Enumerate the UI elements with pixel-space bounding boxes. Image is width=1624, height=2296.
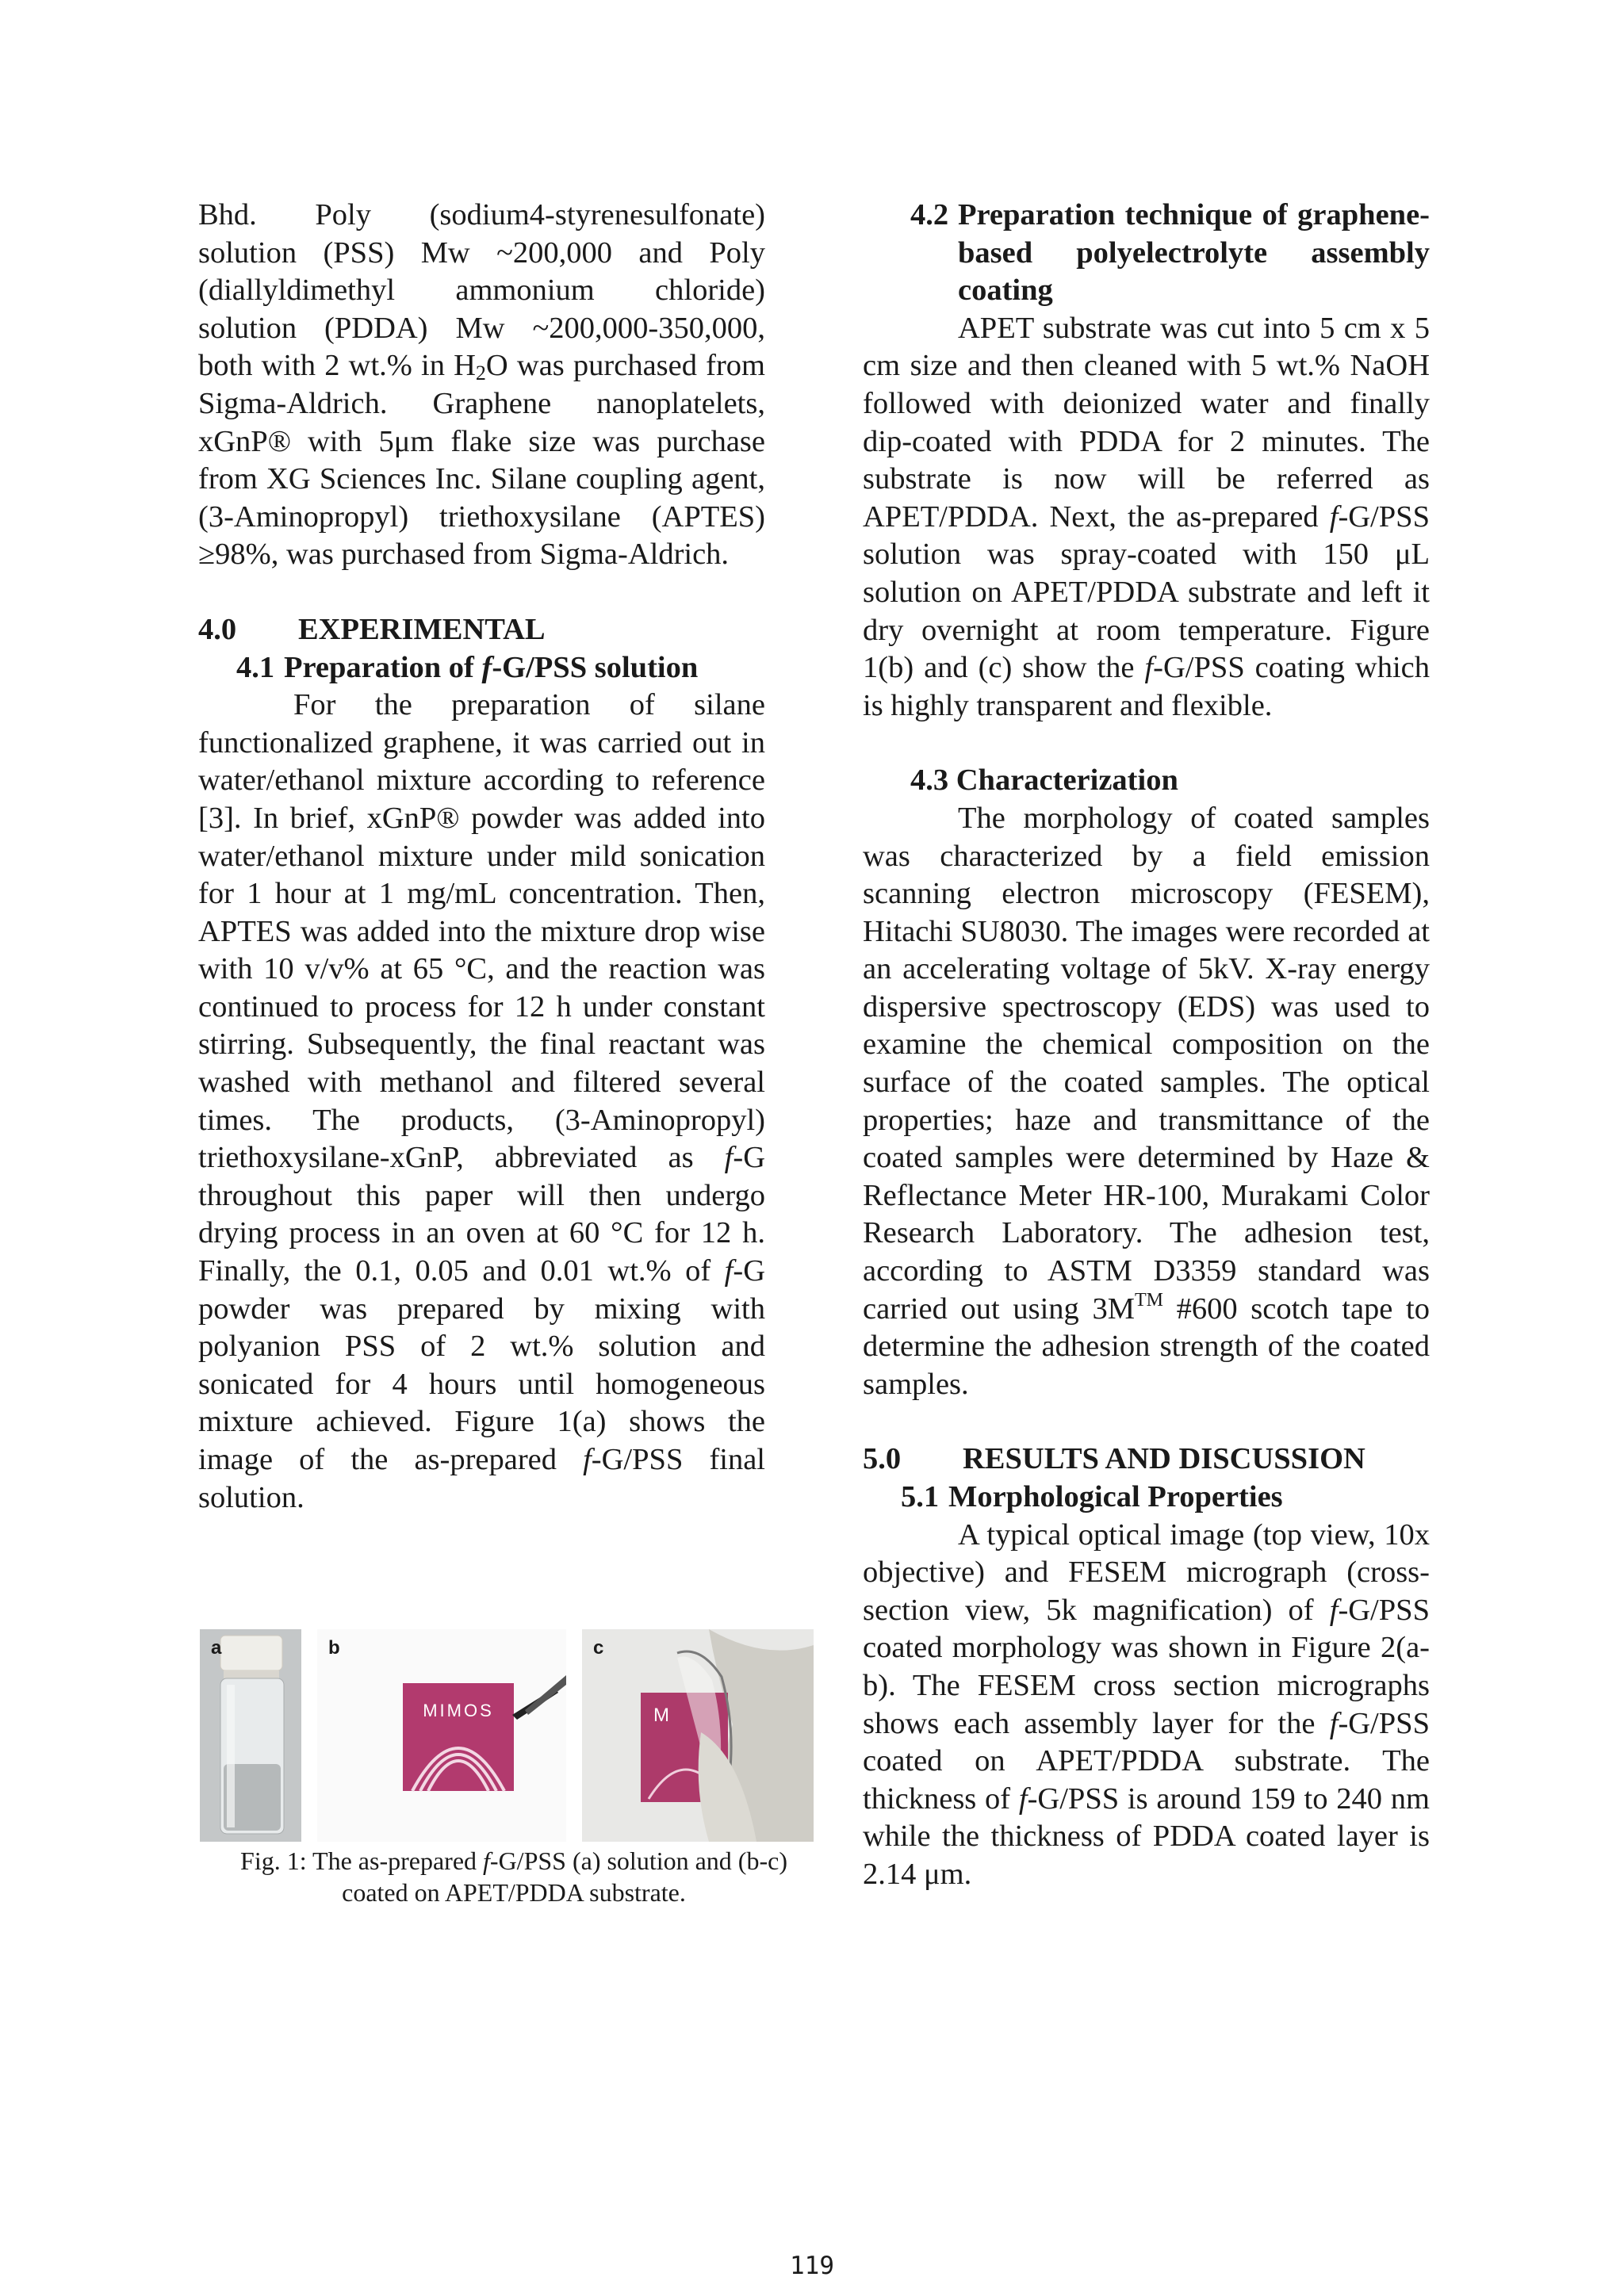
subsection-heading-4-1: 4.1 Preparation of f-G/PSS solution [236, 650, 699, 684]
paragraph-preparation: For the preparation of silane functionalized graphene, it was carried out in water/ethanol mixture according to reference [3]. In brief, xGnP® powder was added into water/ethanol mixture under mild sonication for 1 hour at 1 mg/mL concentration. Then, APTES was added into the mixture drop wise with 10 v/v% at 65 °C, and the reaction was continued to process for 12 h under constant stirring. Subsequently, the final reactant was washed with methanol and filtered several times. The products, (3-Aminopropyl) triethoxysilane-xGnP, abbreviated as f-G throughout this paper will then undergo drying process in an oven at 60 °C for 12 h. Finally, the 0.1, 0.05 and 0.01 wt.% of f-G powder was prepared by mixing with polyanion PSS of 2 wt.% solution and sonicated for 4 hours until homogeneous mixture achieved. Figure 1(a) shows the image of the as-prepared f-G/PSS final solution. [198, 688, 765, 1514]
figure-panel-a-vial-photo [200, 1629, 301, 1842]
left-column [198, 197, 765, 1517]
paragraph-characterization: The morphology of coated samples was characterized by a field emission scanning electron microscopy (FESEM), Hitachi SU8030. The images were recorded at an accelerating voltage of 5kV. X-ray energy dispersive spectroscopy (EDS) was used to examine the chemical composition on the surface of the coated samples. The optical properties; haze and transmittance of the coated samples were determined by Haze & Reflectance Meter HR-100, Murakami Color Research Laboratory. The adhesion test, according to ASTM D3359 standard was carried out using 3M™ #600 scotch tape to determine the adhesion strength of the coated samples. [863, 801, 1430, 1401]
figure-1 [198, 1629, 817, 1915]
figure-panel-b-coated-photo [317, 1629, 566, 1842]
panel-label-b: b [328, 1637, 340, 1659]
paragraph-morphology: A typical optical image (top view, 10x objective) and FESEM micrograph (cross-section view, 5k magnification) of f-G/PSS coated morphology was shown in Figure 2(a-b). The FESEM cross section micrographs shows each assembly layer for the f-G/PSS coated on APET/PDDA substrate. The thickness of f-G/PSS is around 159 to 240 nm while the thickness of PDDA coated layer is 2.14 μm. [863, 1517, 1430, 1891]
subsection-heading-4-3: 4.3 Characterization [910, 763, 1178, 798]
panel-label-a: a [211, 1637, 222, 1659]
section-heading-experimental: 4.0 EXPERIMENTAL [198, 612, 546, 646]
subsection-heading-4-2: 4.2 Preparation technique of graphene-based polyelectrolyte assembly coating [910, 198, 1430, 308]
mimos-sign-text-partial: M [653, 1705, 669, 1726]
panel-label-c: c [593, 1637, 604, 1659]
mimos-sign-text: MIMOS [423, 1701, 494, 1720]
subsection-heading-5-1: 5.1 Morphological Properties [901, 1480, 1283, 1513]
figure-panel-c-flex-photo [582, 1629, 814, 1842]
flexing-substrate-image [582, 1629, 814, 1842]
coated-substrate-image [317, 1629, 566, 1842]
right-column [863, 197, 1430, 1894]
section-heading-results: 5.0 RESULTS AND DISCUSSION [863, 1442, 1365, 1476]
figure-caption: Fig. 1: The as-prepared f-G/PSS (a) solution and (b-c) coated on APET/PDDA substrate. [240, 1846, 787, 1907]
paragraph-coating-technique: APET substrate was cut into 5 cm x 5 cm size and then cleaned with 5 wt.% NaOH followed with deionized water and finally dip-coated with PDDA for 2 minutes. The substrate is now will be referred as APET/PDDA. Next, the as-prepared f-G/PSS solution was spray-coated with 150 μL solution on APET/PDDA substrate and left it dry overnight at room temperature. Figure 1(b) and (c) show the f-G/PSS coating which is highly transparent and flexible. [863, 311, 1431, 722]
page-number: 119 [790, 2252, 834, 2280]
vial-image [200, 1629, 301, 1842]
paragraph-materials: Bhd. Poly (sodium4-styrenesulfonate) solution (PSS) Mw ~200,000 and Poly (diallyldimethyl ammonium chloride) solution (PDDA) Mw ~200,000-350,000, both with 2 wt.% in $H_2O$ was purchased from Sigma-Aldrich. Graphene nanoplatelets, xGnP® with 5μm flake size was purchase from XG Sciences Inc. Silane coupling agent, (3-Aminopropyl) triethoxysilane (APTES) ≥98%, was purchased from Sigma-Aldrich. [198, 198, 765, 572]
